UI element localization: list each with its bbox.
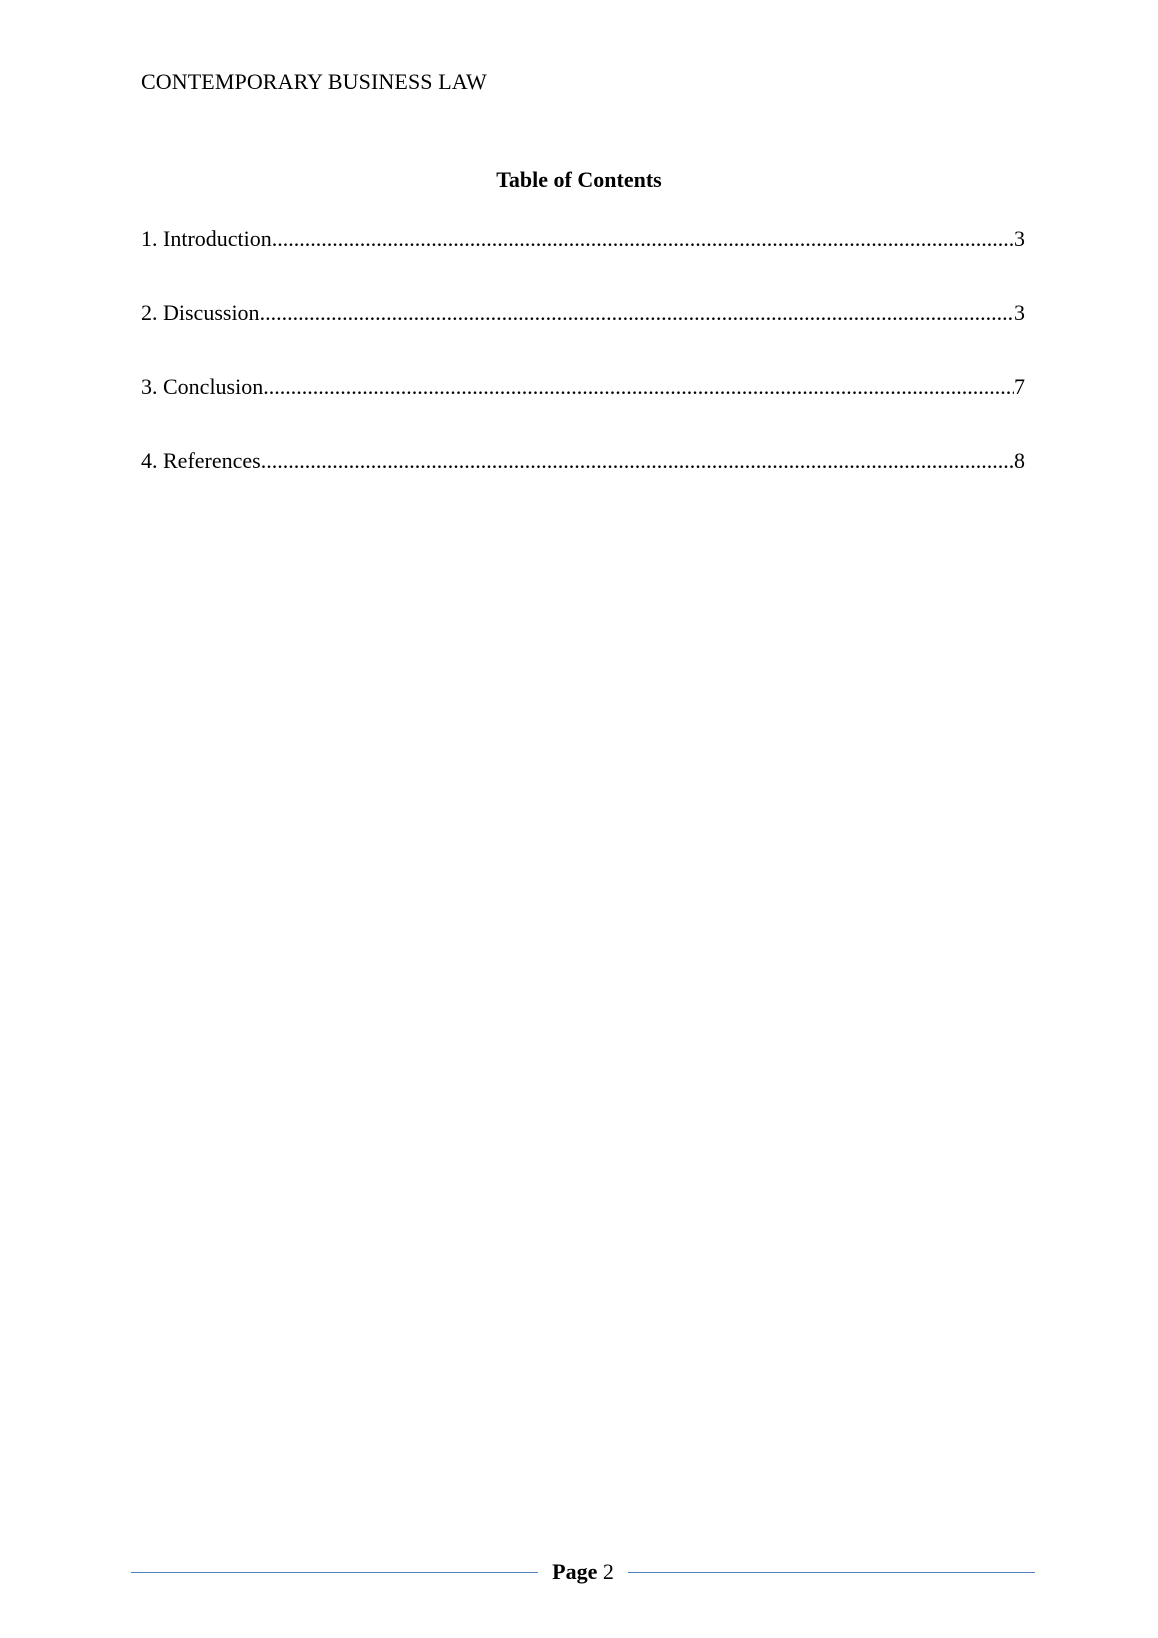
toc-entry-label: 4. References xyxy=(141,448,261,473)
toc-entry-page-number: 3 xyxy=(1014,226,1025,251)
toc-entry-references[interactable] xyxy=(141,447,1025,521)
footer-rule-right xyxy=(628,1572,1035,1573)
toc-entry-page-number: 3 xyxy=(1014,300,1025,325)
toc-entry-page-number: 8 xyxy=(1014,448,1025,473)
toc-entry-page-number: 7 xyxy=(1014,374,1025,399)
toc-entry-introduction[interactable] xyxy=(141,225,1025,299)
toc-entry-label: 3. Conclusion xyxy=(141,374,264,399)
footer-page-indicator xyxy=(538,1558,628,1586)
toc-dot-leader xyxy=(263,373,1014,401)
running-header: CONTEMPORARY BUSINESS LAW xyxy=(141,69,487,94)
footer-page-number: 2 xyxy=(602,1559,614,1584)
toc-title: Table of Contents xyxy=(496,167,662,192)
footer-page-label: Page xyxy=(552,1559,598,1584)
toc-entry-discussion[interactable] xyxy=(141,299,1025,373)
page-footer xyxy=(131,1556,1035,1588)
toc-entry-label: 1. Introduction xyxy=(141,226,272,251)
footer-rule-left xyxy=(131,1572,538,1573)
toc-entry-conclusion[interactable] xyxy=(141,373,1025,447)
toc-entry-label: 2. Discussion xyxy=(141,300,260,325)
toc-dot-leader xyxy=(272,225,1014,253)
toc-list xyxy=(141,225,1025,521)
toc-dot-leader xyxy=(260,299,1014,327)
toc-dot-leader xyxy=(261,447,1014,475)
